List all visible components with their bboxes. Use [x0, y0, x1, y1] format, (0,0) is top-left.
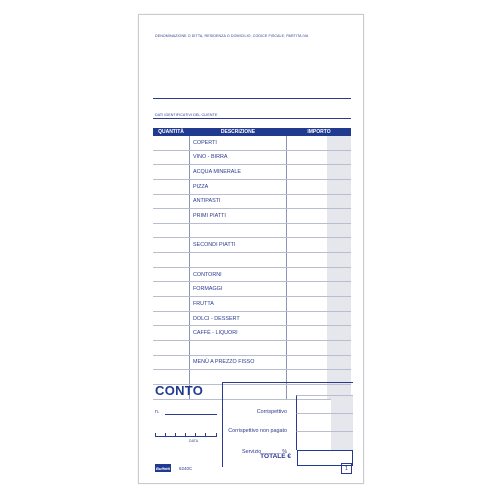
col-quantita: QUANTITÀ: [158, 129, 184, 135]
amount-cell[interactable]: [287, 238, 327, 252]
quantity-cell[interactable]: [153, 356, 190, 370]
table-row: [153, 165, 351, 180]
cents-cell[interactable]: [327, 253, 351, 267]
number-label: n.: [155, 409, 160, 415]
conto-title: CONTO: [155, 383, 204, 398]
table-row: [153, 209, 351, 224]
quantity-cell[interactable]: [153, 312, 190, 326]
cents-cell[interactable]: [327, 268, 351, 282]
amount-cell[interactable]: [287, 253, 327, 267]
description-cell: DOLCI - DESSERT: [190, 312, 287, 326]
table-row: [153, 297, 351, 312]
quantity-cell[interactable]: [153, 180, 190, 194]
corrispettivo-label: Corrispettivo: [256, 409, 287, 415]
cents-cell[interactable]: [327, 341, 351, 355]
cents-cell[interactable]: [327, 224, 351, 238]
page-number: 1: [341, 463, 352, 474]
quantity-cell[interactable]: [153, 136, 190, 150]
quantity-cell[interactable]: [153, 268, 190, 282]
servizio-label: Servizio ______ %: [242, 449, 287, 455]
esercente-label: DENOMINAZIONE O DITTA, RESIDENZA O DOMICILIO, CODICE FISCALE, PARTITA IVA: [155, 34, 309, 38]
cents-cell[interactable]: [327, 238, 351, 252]
date-label: DATA: [189, 439, 199, 443]
description-cell: CAFFÈ - LIQUORI: [190, 326, 287, 340]
cents-cell[interactable]: [327, 326, 351, 340]
amount-cell[interactable]: [287, 341, 327, 355]
description-cell: [190, 341, 287, 355]
quantity-cell[interactable]: [153, 195, 190, 209]
totale-label: TOTALE €: [260, 453, 291, 460]
amount-cell[interactable]: [287, 209, 327, 223]
table-row: [153, 312, 351, 327]
amount-cell[interactable]: [287, 180, 327, 194]
cents-cell[interactable]: [327, 136, 351, 150]
table-header: [153, 128, 351, 136]
quantity-cell[interactable]: [153, 253, 190, 267]
description-cell: ANTIPASTI: [190, 195, 287, 209]
amount-cell[interactable]: [287, 151, 327, 165]
table-row: [153, 341, 351, 356]
amount-cell[interactable]: [287, 165, 327, 179]
esercente-line: [153, 98, 351, 99]
description-cell: FRUTTA: [190, 297, 287, 311]
table-row: [153, 136, 351, 151]
cents-cell[interactable]: [327, 297, 351, 311]
table-row: [153, 180, 351, 195]
amount-cell[interactable]: [287, 312, 327, 326]
summary-box: [222, 382, 353, 467]
description-cell: VINO - BIRRA: [190, 151, 287, 165]
amount-cell[interactable]: [287, 268, 327, 282]
cliente-label: DATI IDENTIFICATIVI DEL CLIENTE: [155, 113, 218, 117]
description-cell: PRIMI PIATTI: [190, 209, 287, 223]
amount-cell[interactable]: [287, 224, 327, 238]
table-row: [153, 253, 351, 268]
description-cell: [190, 224, 287, 238]
cents-cell[interactable]: [327, 151, 351, 165]
table-row: [153, 326, 351, 341]
description-cell: PIZZA: [190, 180, 287, 194]
cents-cell[interactable]: [327, 195, 351, 209]
cliente-line: [153, 118, 351, 119]
table-row: [153, 151, 351, 166]
description-cell: SECONDI PIATTI: [190, 238, 287, 252]
quantity-cell[interactable]: [153, 370, 190, 384]
table-row: [153, 195, 351, 210]
cents-cell[interactable]: [327, 312, 351, 326]
quantity-cell[interactable]: [153, 151, 190, 165]
cents-cell[interactable]: [327, 180, 351, 194]
date-ruler[interactable]: [155, 430, 217, 437]
amount-cell[interactable]: [287, 195, 327, 209]
amount-cell[interactable]: [287, 282, 327, 296]
cents-cell[interactable]: [327, 282, 351, 296]
amount-cell[interactable]: [287, 356, 327, 370]
non-pagato-label: Corrispettivo non pagato: [228, 428, 287, 434]
servizio-field[interactable]: [296, 431, 353, 450]
amount-cell[interactable]: [287, 326, 327, 340]
table-row: [153, 238, 351, 253]
col-importo: IMPORTO: [307, 129, 331, 135]
cents-cell[interactable]: [327, 209, 351, 223]
table-row: [153, 356, 351, 371]
table-row: [153, 224, 351, 239]
description-cell: ACQUA MINERALE: [190, 165, 287, 179]
description-cell: CONTORNI: [190, 268, 287, 282]
quantity-cell[interactable]: [153, 238, 190, 252]
amount-cell[interactable]: [287, 136, 327, 150]
description-cell: [190, 253, 287, 267]
quantity-cell[interactable]: [153, 282, 190, 296]
quantity-cell[interactable]: [153, 165, 190, 179]
description-cell: MENÙ A PREZZO FISSO: [190, 356, 287, 370]
product-code: 6240C: [179, 466, 193, 471]
receipt-form: [138, 14, 364, 484]
description-cell: COPERTI: [190, 136, 287, 150]
cents-cell[interactable]: [327, 356, 351, 370]
number-field[interactable]: [165, 414, 217, 415]
brand-logo: Buffetti: [156, 465, 170, 471]
quantity-cell[interactable]: [153, 297, 190, 311]
quantity-cell[interactable]: [153, 209, 190, 223]
quantity-cell[interactable]: [153, 341, 190, 355]
cents-cell[interactable]: [327, 165, 351, 179]
amount-cell[interactable]: [287, 297, 327, 311]
items-table: [153, 128, 351, 400]
description-cell: FORMAGGI: [190, 282, 287, 296]
col-descrizione: DESCRIZIONE: [220, 129, 256, 135]
quantity-cell[interactable]: [153, 326, 190, 340]
table-row: [153, 268, 351, 283]
table-row: [153, 282, 351, 297]
quantity-cell[interactable]: [153, 224, 190, 238]
